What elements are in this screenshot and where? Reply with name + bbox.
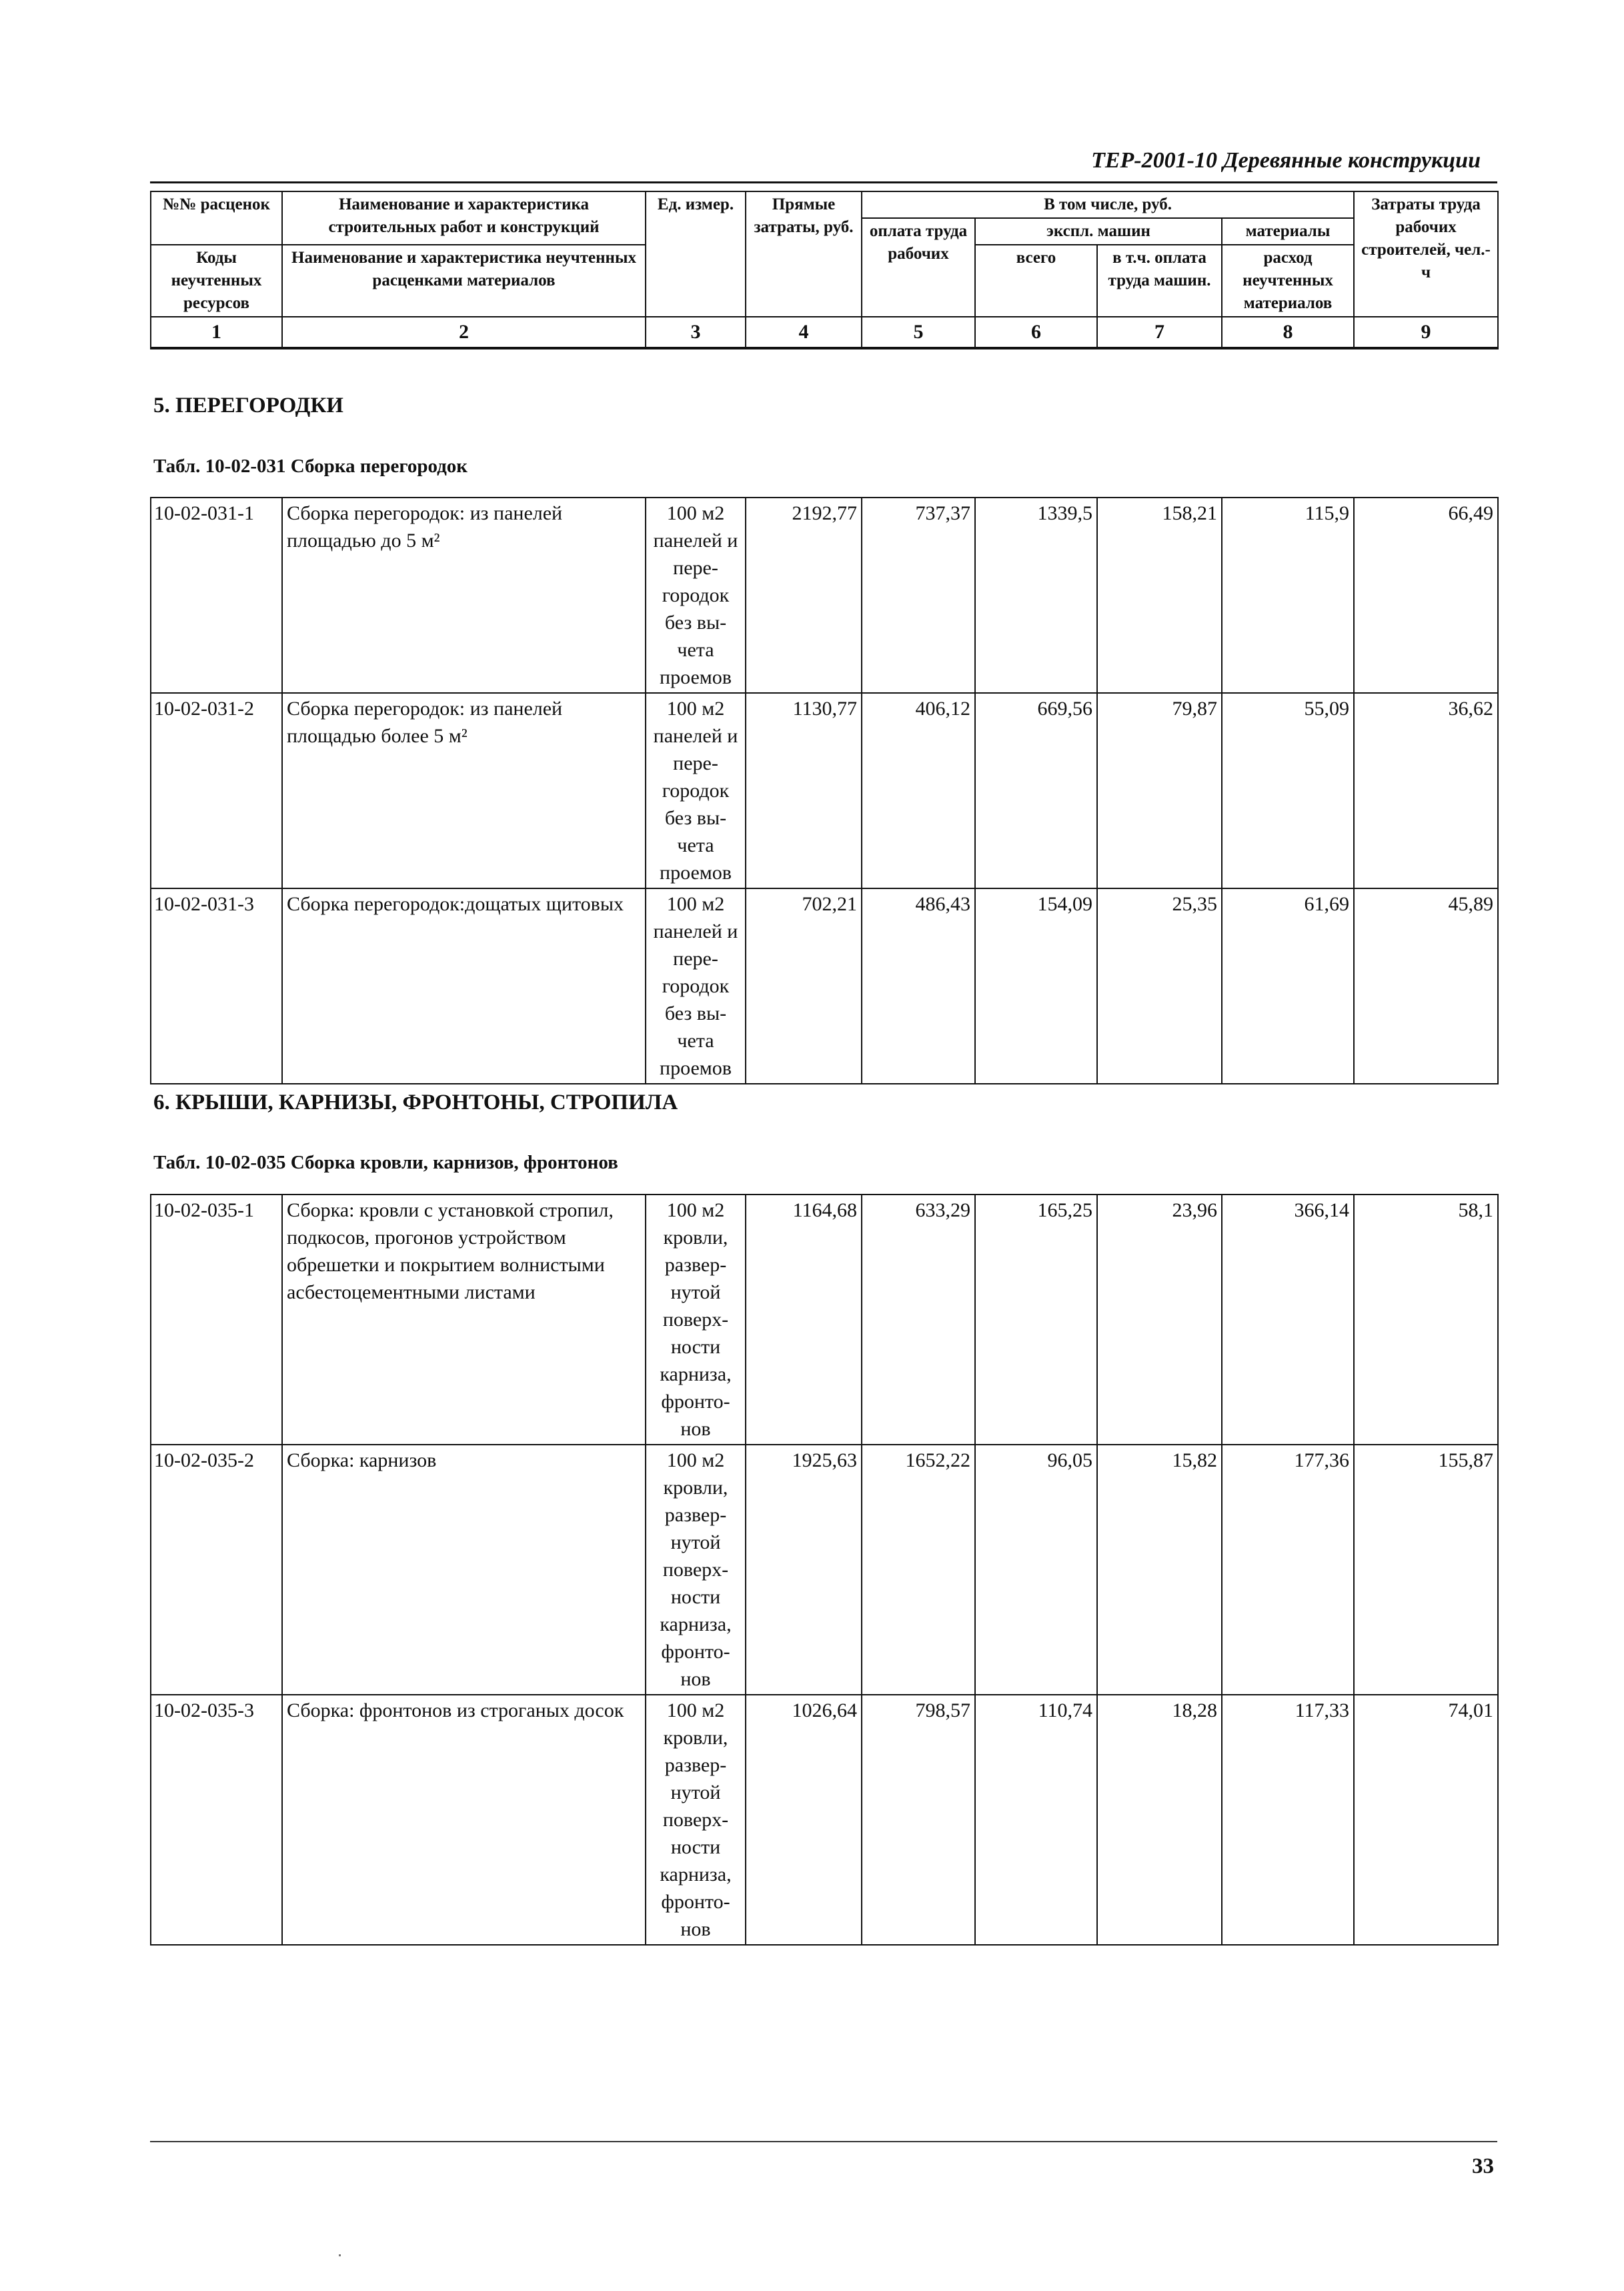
rates-table-10-02-035 bbox=[150, 1194, 1499, 1946]
rate-code: 10-02-031-1 bbox=[151, 498, 282, 693]
col5-header: оплата труда рабочих bbox=[862, 218, 975, 317]
col2-header-bottom: Наименование и характеристика неучтенных расценками материалов bbox=[282, 245, 646, 317]
table-row bbox=[151, 693, 1498, 888]
materials: 55,09 bbox=[1222, 693, 1354, 888]
labor-hours: 74,01 bbox=[1354, 1695, 1498, 1945]
labor-hours: 58,1 bbox=[1354, 1195, 1498, 1445]
materials: 177,36 bbox=[1222, 1445, 1354, 1695]
rate-name: Сборка: кровли с установкой стропил, подкосов, прогонов устройством обрешетки и покрытием волнистыми асбестоцементными листами bbox=[282, 1195, 646, 1445]
rate-unit: 100 м2 кровли, развер-нутой поверх-ности карниза, фронто-нов bbox=[646, 1195, 746, 1445]
labor-hours: 66,49 bbox=[1354, 498, 1498, 693]
col2-header-top: Наименование и характеристика строительных работ и конструкций bbox=[282, 191, 646, 245]
column-header-table bbox=[150, 191, 1499, 349]
table-row bbox=[151, 888, 1498, 1084]
table-title: Табл. 10-02-035 Сборка кровли, карнизов, фронтонов bbox=[153, 1152, 618, 1173]
materials: 61,69 bbox=[1222, 888, 1354, 1084]
labor-hours: 45,89 bbox=[1354, 888, 1498, 1084]
machines-header: экспл. машин bbox=[975, 218, 1222, 245]
direct-costs: 1925,63 bbox=[746, 1445, 862, 1695]
machines-labor: 158,21 bbox=[1097, 498, 1222, 693]
footer-rule bbox=[150, 2141, 1497, 2142]
rate-unit: 100 м2 панелей и пере-городок без вы-чета проемов bbox=[646, 888, 746, 1084]
col1-header-bottom: Коды неучтенных ресурсов bbox=[151, 245, 282, 317]
labor-pay: 737,37 bbox=[862, 498, 975, 693]
machines-total: 96,05 bbox=[975, 1445, 1097, 1695]
scan-speck bbox=[339, 2254, 341, 2256]
rate-name: Сборка: фронтонов из строганых досок bbox=[282, 1695, 646, 1945]
rate-code: 10-02-035-2 bbox=[151, 1445, 282, 1695]
machines-total: 154,09 bbox=[975, 888, 1097, 1084]
section-title: 6. КРЫШИ, КАРНИЗЫ, ФРОНТОНЫ, СТРОПИЛА bbox=[153, 1090, 678, 1114]
rate-code: 10-02-031-3 bbox=[151, 888, 282, 1084]
direct-costs: 1164,68 bbox=[746, 1195, 862, 1445]
rate-unit: 100 м2 панелей и пере-городок без вы-чета проемов bbox=[646, 498, 746, 693]
labor-pay: 1652,22 bbox=[862, 1445, 975, 1695]
materials: 115,9 bbox=[1222, 498, 1354, 693]
col-number: 6 bbox=[975, 317, 1097, 348]
machines-total: 1339,5 bbox=[975, 498, 1097, 693]
col6-header: всего bbox=[975, 245, 1097, 317]
direct-costs: 702,21 bbox=[746, 888, 862, 1084]
machines-total: 110,74 bbox=[975, 1695, 1097, 1945]
rate-code: 10-02-031-2 bbox=[151, 693, 282, 888]
materials: 366,14 bbox=[1222, 1195, 1354, 1445]
table-row bbox=[151, 498, 1498, 693]
table-row bbox=[151, 1195, 1498, 1445]
machines-total: 165,25 bbox=[975, 1195, 1097, 1445]
labor-pay: 406,12 bbox=[862, 693, 975, 888]
col4-header: Прямые затраты, руб. bbox=[746, 191, 862, 317]
header-rule bbox=[150, 181, 1497, 183]
rate-unit: 100 м2 кровли, развер-нутой поверх-ности карниза, фронто-нов bbox=[646, 1445, 746, 1695]
rate-name: Сборка перегородок: из панелей площадью более 5 м² bbox=[282, 693, 646, 888]
group-header: В том числе, руб. bbox=[862, 191, 1354, 218]
labor-pay: 633,29 bbox=[862, 1195, 975, 1445]
col8-header: расход неучтенных материалов bbox=[1222, 245, 1354, 317]
table-title: Табл. 10-02-031 Сборка перегородок bbox=[153, 456, 468, 477]
rate-code: 10-02-035-3 bbox=[151, 1695, 282, 1945]
col-number: 9 bbox=[1354, 317, 1498, 348]
col-number: 5 bbox=[862, 317, 975, 348]
col7-header: в т.ч. оплата труда машин. bbox=[1097, 245, 1222, 317]
rate-name: Сборка: карнизов bbox=[282, 1445, 646, 1695]
running-header: ТЕР-2001-10 Деревянные конструкции bbox=[1091, 148, 1481, 173]
rate-unit: 100 м2 панелей и пере-городок без вы-чета проемов bbox=[646, 693, 746, 888]
page-number: 33 bbox=[1472, 2154, 1494, 2178]
materials-header: материалы bbox=[1222, 218, 1354, 245]
labor-pay: 798,57 bbox=[862, 1695, 975, 1945]
section-title: 5. ПЕРЕГОРОДКИ bbox=[153, 394, 343, 418]
machines-labor: 15,82 bbox=[1097, 1445, 1222, 1695]
machines-labor: 23,96 bbox=[1097, 1195, 1222, 1445]
col-number: 4 bbox=[746, 317, 862, 348]
table-row bbox=[151, 1445, 1498, 1695]
col-number: 2 bbox=[282, 317, 646, 348]
labor-hours: 36,62 bbox=[1354, 693, 1498, 888]
col1-header-top: №№ расценок bbox=[151, 191, 282, 245]
labor-hours: 155,87 bbox=[1354, 1445, 1498, 1695]
materials: 117,33 bbox=[1222, 1695, 1354, 1945]
rates-table-10-02-031 bbox=[150, 497, 1499, 1084]
col-number: 7 bbox=[1097, 317, 1222, 348]
table-row bbox=[151, 1695, 1498, 1945]
col9-header: Затраты труда рабочих строителей, чел.-ч bbox=[1354, 191, 1498, 317]
machines-labor: 18,28 bbox=[1097, 1695, 1222, 1945]
col-number: 3 bbox=[646, 317, 746, 348]
rate-code: 10-02-035-1 bbox=[151, 1195, 282, 1445]
direct-costs: 2192,77 bbox=[746, 498, 862, 693]
direct-costs: 1026,64 bbox=[746, 1695, 862, 1945]
labor-pay: 486,43 bbox=[862, 888, 975, 1084]
col3-header: Ед. измер. bbox=[646, 191, 746, 317]
rate-name: Сборка перегородок: из панелей площадью до 5 м² bbox=[282, 498, 646, 693]
machines-labor: 79,87 bbox=[1097, 693, 1222, 888]
machines-total: 669,56 bbox=[975, 693, 1097, 888]
rate-name: Сборка перегородок:дощатых щитовых bbox=[282, 888, 646, 1084]
col-number: 1 bbox=[151, 317, 282, 348]
col-number: 8 bbox=[1222, 317, 1354, 348]
machines-labor: 25,35 bbox=[1097, 888, 1222, 1084]
rate-unit: 100 м2 кровли, развер-нутой поверх-ности карниза, фронто-нов bbox=[646, 1695, 746, 1945]
direct-costs: 1130,77 bbox=[746, 693, 862, 888]
